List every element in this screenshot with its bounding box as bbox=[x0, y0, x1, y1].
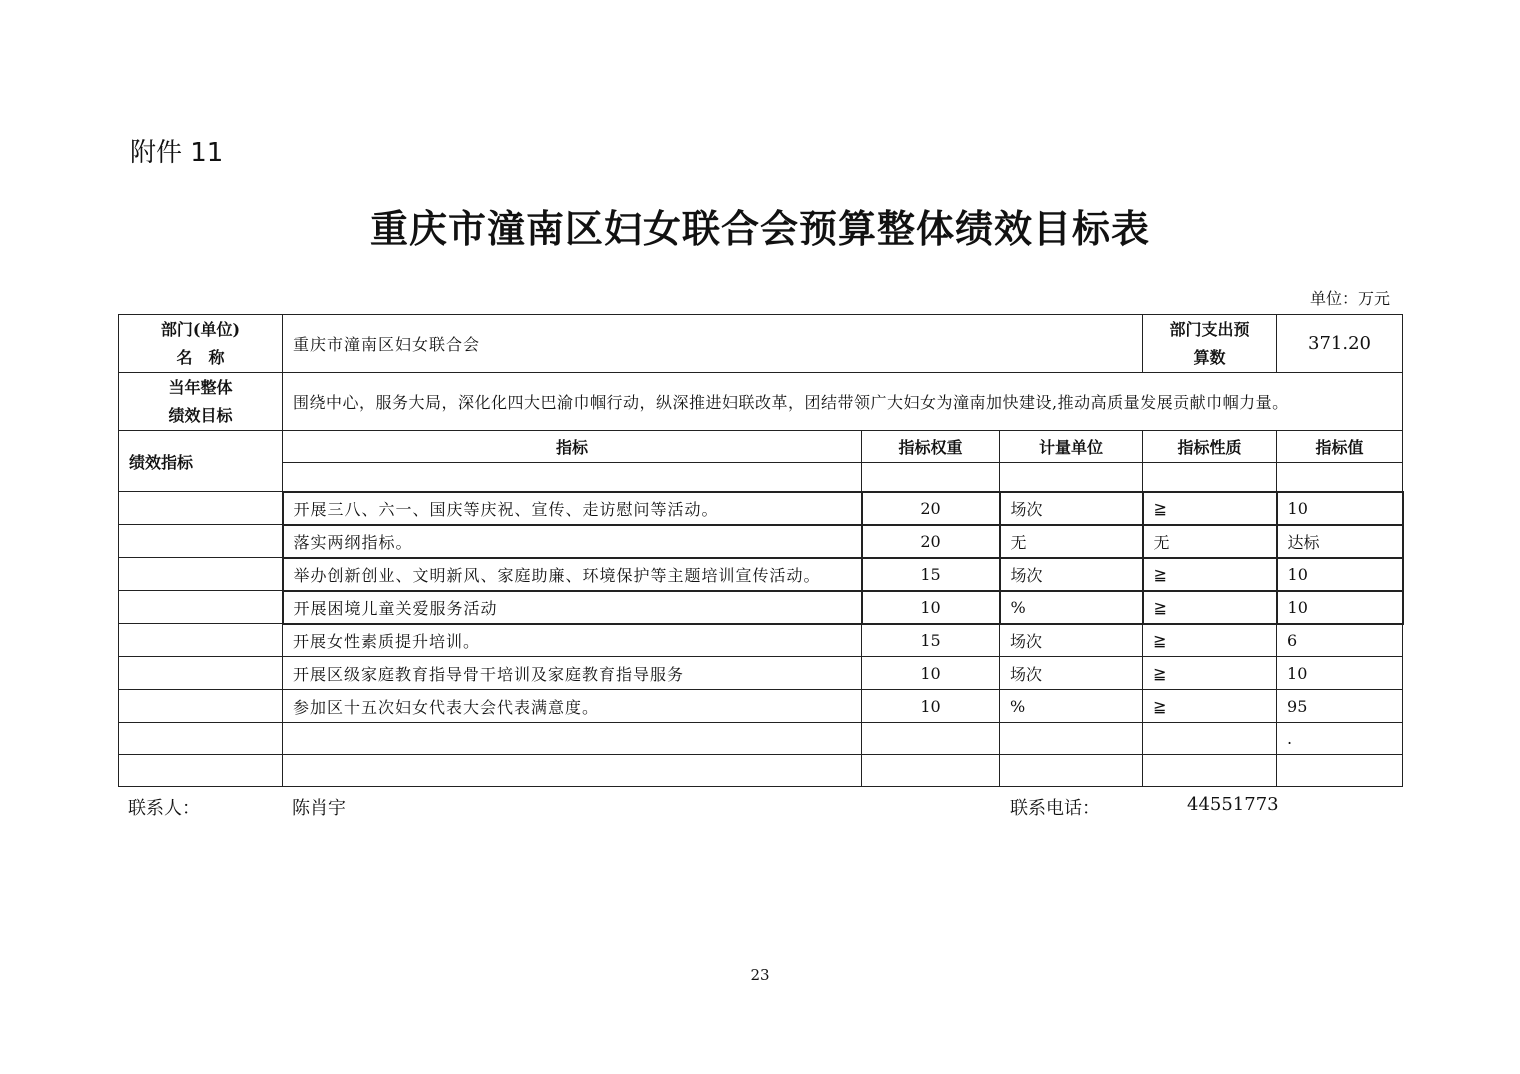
indicator-name: 参加区十五次妇女代表大会代表满意度。 bbox=[283, 690, 862, 723]
indicator-name: 开展困境儿童关爱服务活动 bbox=[283, 591, 862, 624]
table-row bbox=[119, 624, 1403, 657]
indicator-name: 开展女性素质提升培训。 bbox=[283, 624, 862, 657]
indicator-nature: ≧ bbox=[1143, 657, 1277, 690]
indicator-nature: ≧ bbox=[1143, 492, 1277, 525]
dept-label-line2: 名 称 bbox=[176, 347, 225, 367]
indicator-unit bbox=[1000, 755, 1143, 787]
indicator-value: 达标 bbox=[1277, 525, 1403, 558]
row-blank-cell bbox=[119, 723, 283, 755]
indicator-value: 10 bbox=[1277, 657, 1403, 690]
indicator-name: 举办创新创业、文明新风、家庭助廉、环境保护等主题培训宣传活动。 bbox=[283, 558, 862, 591]
goal-row bbox=[119, 373, 1403, 431]
indicator-unit: 无 bbox=[1000, 525, 1143, 558]
table-row bbox=[119, 525, 1403, 558]
goal-label-line2: 绩效目标 bbox=[168, 405, 233, 425]
table-row bbox=[119, 723, 1403, 755]
indicator-nature bbox=[1143, 755, 1277, 787]
indicator-weight: 10 bbox=[862, 591, 1000, 624]
indicator-value: 95 bbox=[1277, 690, 1403, 723]
row-blank-cell bbox=[119, 657, 283, 690]
dept-row bbox=[119, 315, 1403, 373]
indicator-unit: % bbox=[1000, 591, 1143, 624]
goal-label-line1: 当年整体 bbox=[168, 377, 233, 397]
spacer-cell bbox=[1143, 463, 1277, 492]
indicator-unit: 场次 bbox=[1000, 657, 1143, 690]
row-blank-cell bbox=[119, 591, 283, 624]
col-header-nature: 指标性质 bbox=[1143, 431, 1277, 463]
table-row bbox=[119, 558, 1403, 591]
indicator-nature: ≧ bbox=[1143, 624, 1277, 657]
table-row bbox=[119, 591, 1403, 624]
performance-table bbox=[118, 314, 1404, 787]
column-header-row bbox=[119, 431, 1403, 463]
spacer-cell bbox=[1277, 463, 1403, 492]
indicator-nature: ≧ bbox=[1143, 591, 1277, 624]
indicator-nature: 无 bbox=[1143, 525, 1277, 558]
indicator-name: 落实两纲指标。 bbox=[283, 525, 862, 558]
phone-value: 44551773 bbox=[1187, 794, 1279, 815]
indicator-nature: ≧ bbox=[1143, 558, 1277, 591]
goal-label-cell bbox=[119, 373, 283, 431]
dept-label-line1: 部门(单位) bbox=[160, 319, 241, 339]
table-row bbox=[119, 492, 1403, 525]
table-row bbox=[119, 755, 1403, 787]
indicator-weight bbox=[862, 723, 1000, 755]
page-number: 23 bbox=[750, 966, 770, 984]
row-blank-cell bbox=[119, 690, 283, 723]
indicators-section-label: 绩效指标 bbox=[119, 431, 283, 492]
contact-name: 陈肖宇 bbox=[292, 798, 346, 819]
indicator-value: 10 bbox=[1277, 558, 1403, 591]
column-header-spacer-row bbox=[119, 463, 1403, 492]
indicator-weight: 10 bbox=[862, 657, 1000, 690]
indicator-unit: 场次 bbox=[1000, 558, 1143, 591]
table-row bbox=[119, 690, 1403, 723]
indicator-name bbox=[283, 755, 862, 787]
spacer-cell bbox=[283, 463, 862, 492]
indicator-weight: 20 bbox=[862, 492, 1000, 525]
spacer-cell bbox=[862, 463, 1000, 492]
goal-text: 围绕中心，服务大局，深化化四大巴渝巾帼行动，纵深推进妇联改革，团结带领广大妇女为潼南加快建设,推动高质量发展贡献巾帼力量。 bbox=[283, 373, 1403, 431]
unit-label: 单位：万元 bbox=[1309, 289, 1390, 308]
indicator-value: . bbox=[1277, 723, 1403, 755]
indicator-value: 10 bbox=[1277, 492, 1403, 525]
row-blank-cell bbox=[119, 755, 283, 787]
dept-name: 重庆市潼南区妇女联合会 bbox=[283, 315, 1143, 373]
indicator-nature: ≧ bbox=[1143, 690, 1277, 723]
indicator-unit: % bbox=[1000, 690, 1143, 723]
document-title: 重庆市潼南区妇女联合会预算整体绩效目标表 bbox=[369, 206, 1150, 251]
indicator-nature bbox=[1143, 723, 1277, 755]
indicator-name: 开展区级家庭教育指导骨干培训及家庭教育指导服务 bbox=[283, 657, 862, 690]
indicator-name bbox=[283, 723, 862, 755]
indicator-unit: 场次 bbox=[1000, 624, 1143, 657]
attachment-label: 附件 11 bbox=[130, 138, 224, 168]
contact-label: 联系人： bbox=[128, 798, 200, 819]
table-row bbox=[119, 657, 1403, 690]
budget-label-cell bbox=[1143, 315, 1277, 373]
budget-value: 371.20 bbox=[1277, 315, 1403, 373]
indicator-weight bbox=[862, 755, 1000, 787]
spacer-cell bbox=[1000, 463, 1143, 492]
col-header-unit: 计量单位 bbox=[1000, 431, 1143, 463]
indicator-weight: 15 bbox=[862, 624, 1000, 657]
budget-label-line1: 部门支出预 bbox=[1169, 319, 1250, 339]
indicator-value bbox=[1277, 755, 1403, 787]
col-header-value: 指标值 bbox=[1277, 431, 1403, 463]
dept-label-cell bbox=[119, 315, 283, 373]
budget-label-line2: 算数 bbox=[1193, 347, 1226, 367]
indicator-unit bbox=[1000, 723, 1143, 755]
indicator-name: 开展三八、六一、国庆等庆祝、宣传、走访慰问等活动。 bbox=[283, 492, 862, 525]
row-blank-cell bbox=[119, 492, 283, 525]
col-header-indicator: 指标 bbox=[283, 431, 862, 463]
indicator-unit: 场次 bbox=[1000, 492, 1143, 525]
indicator-weight: 10 bbox=[862, 690, 1000, 723]
indicator-weight: 15 bbox=[862, 558, 1000, 591]
indicator-value: 6 bbox=[1277, 624, 1403, 657]
row-blank-cell bbox=[119, 558, 283, 591]
indicator-weight: 20 bbox=[862, 525, 1000, 558]
col-header-weight: 指标权重 bbox=[862, 431, 1000, 463]
row-blank-cell bbox=[119, 624, 283, 657]
row-blank-cell bbox=[119, 525, 283, 558]
indicator-value: 10 bbox=[1277, 591, 1403, 624]
phone-label: 联系电话： bbox=[1010, 798, 1100, 819]
